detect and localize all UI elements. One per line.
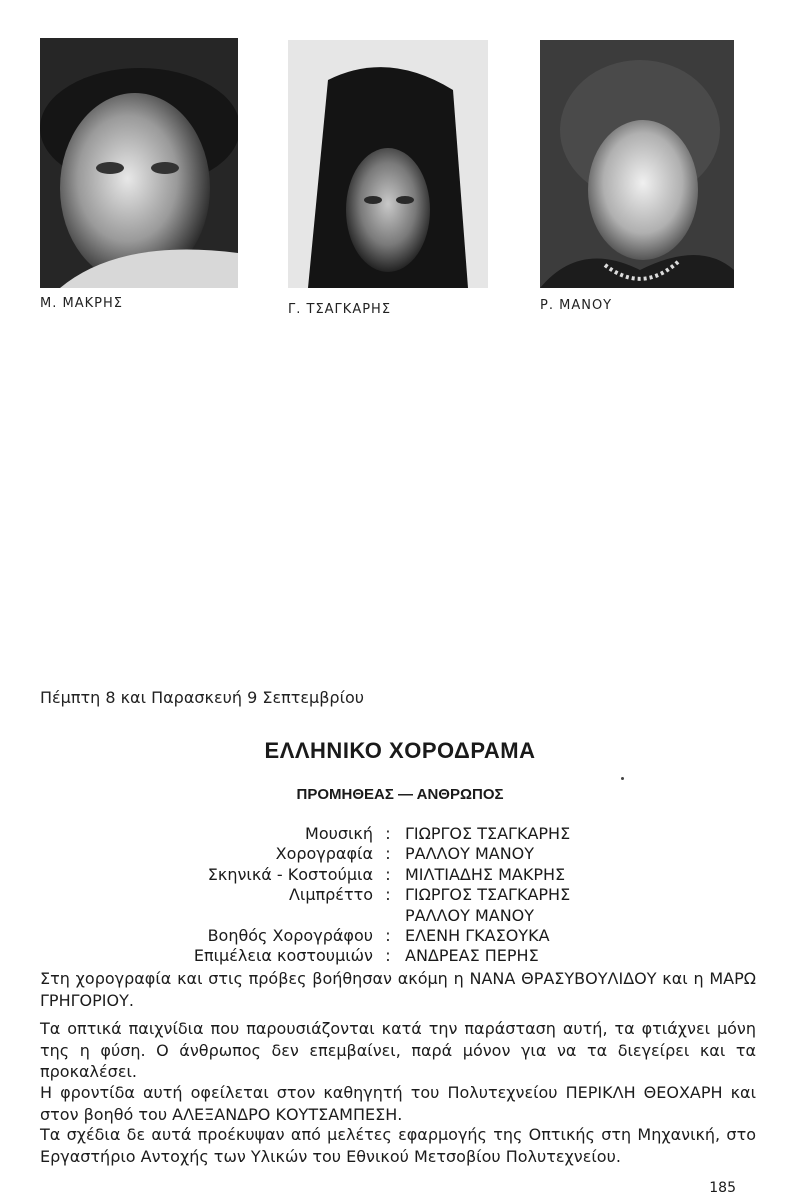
print-speck	[621, 777, 624, 780]
credit-row	[40, 885, 760, 926]
credit-role: Βοηθός Χορογράφου	[207, 926, 373, 946]
portrait-photo-makris	[40, 38, 238, 288]
portrait-photo-icon	[40, 38, 238, 288]
date-line: Πέμπτη 8 και Παρασκευή 9 Σεπτεμβρίου	[40, 688, 365, 707]
credit-name: ΓΙΩΡΓΟΣ ΤΣΑΓΚΑΡΗΣ	[405, 885, 571, 905]
photo-caption: Μ. ΜΑΚΡΗΣ	[40, 296, 123, 311]
designs-paragraph: Τα σχέδια δε αυτά προέκυψαν από μελέτες εφαρμογής της Οπτικής στη Μηχανική, στο Εργαστήριο Αντοχής των Υλικών του Εθνικού Μετσοβίου Πολυτεχνείου.	[40, 1125, 756, 1166]
credit-name: ΡΑΛΛΟΥ ΜΑΝΟΥ	[405, 905, 535, 925]
portrait-photo-manou	[540, 40, 734, 288]
page-title: ΕΛΛΗΝΙΚΟ ΧΟΡΟΔΡΑΜΑ	[264, 738, 536, 763]
credit-role: Λιμπρέττο	[288, 885, 373, 905]
credit-name: ΡΑΛΛΟΥ ΜΑΝΟΥ	[405, 844, 535, 864]
photo-caption: Ρ. ΜΑΝΟΥ	[540, 298, 613, 313]
credit-name: ΜΙΛΤΙΑΔΗΣ ΜΑΚΡΗΣ	[405, 864, 566, 884]
photo-caption: Γ. ΤΣΑΓΚΑΡΗΣ	[288, 302, 392, 317]
credit-paragraph: Η φροντίδα αυτή οφείλεται στον καθηγητή του Πολυτεχνείου ΠΕΡΙΚΛΗ ΘΕΟΧΑΡΗ και στον βοηθό του ΑΛΕΞΑΝΔΡΟ ΚΟΥΤΣΑΜΠΕΣΗ.	[40, 1083, 756, 1124]
credit-separator: :	[385, 885, 391, 905]
credit-separator: :	[385, 926, 391, 946]
credit-role: Σκηνικά - Κοστούμια	[207, 864, 373, 884]
credit-separator: :	[385, 844, 391, 864]
credit-separator: :	[385, 864, 391, 884]
credit-row	[40, 844, 760, 864]
portrait-photo-icon	[288, 40, 488, 288]
credit-name: ΕΛΕΝΗ ΓΚΑΣΟΥΚΑ	[405, 926, 550, 946]
credit-separator: :	[385, 824, 391, 843]
optics-paragraph: Τα οπτικά παιχνίδια που παρουσιάζονται κατά την παράσταση αυτή, τα φτιάχνει μόνη της η φύση. Ο άνθρωπος δεν επεμβαίνει, παρά μόνον για να τα διεγείρει και τα προκαλέσει.	[40, 1019, 756, 1081]
credit-separator: :	[385, 946, 391, 966]
page-number: 185	[709, 1180, 736, 1196]
assistants-paragraph: Στη χορογραφία και στις πρόβες βοήθησαν ακόμη η ΝΑΝΑ ΘΡΑΣΥΒΟΥΛΙΔΟΥ και η ΜΑΡΩ ΓΡΗΓΟΡΙΟΥ.	[40, 969, 756, 1010]
credit-row	[40, 946, 760, 966]
credit-name: ΓΙΩΡΓΟΣ ΤΣΑΓΚΑΡΗΣ	[405, 824, 571, 843]
portrait-photo-icon	[540, 40, 734, 288]
credit-role: Επιμέλεια κοστουμιών	[193, 946, 373, 966]
credit-row	[40, 824, 760, 844]
credit-row	[40, 865, 760, 885]
credit-row	[40, 926, 760, 946]
credit-role: Μουσική	[305, 824, 373, 843]
page-subtitle: ΠΡΟΜΗΘΕΑΣ — ΑΝΘΡΩΠΟΣ	[296, 786, 504, 803]
credit-name: ΑΝΔΡΕΑΣ ΠΕΡΗΣ	[405, 946, 539, 966]
portrait-photo-tsagkaris	[288, 40, 488, 288]
credits-list	[40, 824, 760, 967]
credit-role: Χορογραφία	[275, 844, 373, 864]
